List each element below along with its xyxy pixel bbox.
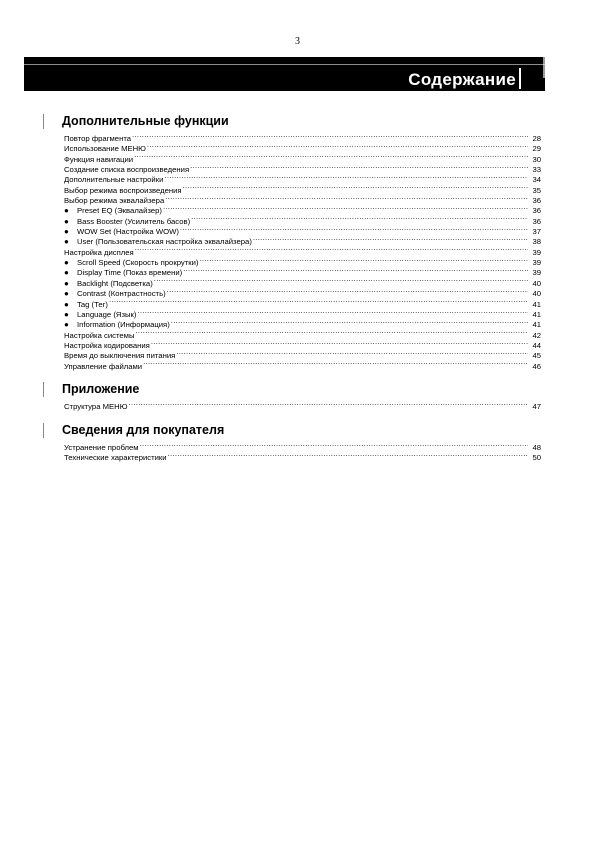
toc-entry[interactable] (64, 328, 541, 338)
bullet-icon: ● (64, 237, 69, 247)
toc-entry[interactable] (64, 172, 541, 185)
toc-entry-label: Структура МЕНЮ (64, 402, 128, 411)
toc-entry-label: Повтор фрагмента (64, 134, 132, 143)
toc-entry[interactable] (64, 440, 541, 450)
bullet-icon: ● (64, 278, 69, 288)
dot-leader (163, 203, 528, 213)
toc-entry[interactable] (64, 317, 541, 330)
section-appendix (43, 382, 541, 411)
toc-entry[interactable] (64, 203, 541, 216)
dot-leader (154, 276, 528, 286)
dot-leader (183, 265, 528, 275)
toc-entry-label: Tag (Тег) (77, 299, 108, 309)
bullet-icon: ● (64, 216, 69, 226)
toc-entry[interactable] (64, 276, 541, 286)
bullet-icon: ● (64, 258, 69, 268)
toc-entry-page: 39 (532, 268, 541, 278)
title-bar (24, 57, 545, 91)
toc-entry-page: 38 (532, 237, 541, 247)
dot-leader (165, 193, 528, 203)
toc-entry-page: 30 (532, 154, 541, 164)
dot-leader (176, 348, 528, 358)
toc-entry[interactable] (64, 255, 541, 268)
dot-leader (109, 297, 528, 307)
toc-entry-label: Scroll Speed (Скорость прокрутки) (77, 258, 199, 268)
toc-entry-label: Технические характеристики (64, 453, 167, 463)
toc-entry[interactable] (64, 234, 541, 247)
toc-entry[interactable] (64, 183, 541, 193)
toc-entry-page: 39 (532, 258, 541, 268)
toc-list (64, 399, 541, 409)
page-title: Содержание (408, 70, 516, 89)
section-marker (43, 382, 44, 397)
title-bar-rule (519, 68, 521, 89)
toc-entry-page: 28 (532, 134, 541, 143)
toc-entry-page: 46 (532, 361, 541, 371)
toc-entry-page: 41 (532, 309, 541, 319)
bullet-icon: ● (64, 227, 69, 237)
toc-entry-label: Устранение проблем (64, 443, 139, 452)
dot-leader (180, 224, 528, 234)
dot-leader (134, 152, 528, 162)
section-heading: Дополнительные функции (62, 114, 229, 128)
toc-entry-label: Время до выключения питания (64, 351, 176, 361)
toc-entry[interactable] (64, 193, 541, 206)
toc-entry-page: 40 (532, 278, 541, 288)
dot-leader (183, 183, 528, 193)
toc-entry-label: WOW Set (Настройка WOW) (77, 227, 179, 237)
dot-leader (143, 359, 528, 369)
dot-leader (164, 172, 528, 182)
toc-entry-label: Настройка системы (64, 330, 135, 340)
toc-entry-page: 40 (532, 289, 541, 299)
toc-entry-label: Display Time (Показ времени) (77, 268, 183, 278)
toc-entry-label: Backlight (Подсветка) (77, 278, 153, 288)
toc-entry-label: Language (Язык) (77, 309, 137, 319)
toc-entry-page: 47 (532, 402, 541, 411)
section-marker (43, 114, 44, 129)
toc-entry-page: 44 (532, 340, 541, 350)
toc-entry-label: User (Пользовательская настройка эквалайзера) (77, 237, 252, 247)
bullet-icon: ● (64, 206, 69, 216)
title-bar-line (24, 64, 545, 65)
toc-entry[interactable] (64, 141, 541, 154)
section-additional-functions (43, 114, 541, 371)
toc-entry[interactable] (64, 152, 541, 162)
bullet-icon: ● (64, 289, 69, 299)
toc-entry-label: Настройка кодирования (64, 340, 150, 350)
dot-leader (191, 214, 528, 224)
bullet-icon: ● (64, 309, 69, 319)
toc-entry-label: Создание списка воспроизведения (64, 165, 190, 175)
dot-leader (199, 255, 528, 265)
toc-entry[interactable] (64, 131, 541, 141)
title-bar-stub (543, 57, 545, 78)
dot-leader (147, 141, 528, 151)
toc-entry[interactable] (64, 286, 541, 299)
section-heading: Приложение (62, 382, 140, 396)
toc-entry-label: Выбор режима воспроизведения (64, 185, 182, 195)
toc-entry[interactable] (64, 265, 541, 278)
toc-entry-page: 37 (532, 227, 541, 237)
toc-entry-label: Contrast (Контрастность) (77, 289, 166, 299)
dot-leader (253, 234, 528, 244)
toc-entry[interactable] (64, 348, 541, 361)
toc-entry-label: Bass Booster (Усилитель басов) (77, 216, 191, 226)
toc-list (64, 131, 541, 369)
toc-entry-page: 41 (532, 299, 541, 309)
bullet-icon: ● (64, 268, 69, 278)
dot-leader (168, 450, 528, 460)
toc-entry-page: 42 (532, 330, 541, 340)
toc-entry[interactable] (64, 338, 541, 348)
dot-leader (190, 162, 528, 172)
toc-entry[interactable] (64, 307, 541, 317)
dot-leader (128, 399, 528, 409)
toc-entry[interactable] (64, 399, 541, 409)
bullet-icon: ● (64, 320, 69, 330)
toc-entry-page: 33 (532, 165, 541, 175)
dot-leader (151, 338, 528, 348)
toc-entry-page: 39 (532, 247, 541, 257)
toc-entry-label: Выбор режима эквалайзера (64, 196, 165, 206)
section-marker (43, 423, 44, 438)
dot-leader (140, 440, 528, 450)
toc-entry-label: Использование МЕНЮ (64, 144, 146, 154)
dot-leader (137, 307, 528, 317)
toc-entry-label: Дополнительные настройки (64, 175, 164, 185)
toc-entry-page: 48 (532, 443, 541, 452)
dot-leader (135, 245, 528, 255)
dot-leader (135, 328, 528, 338)
toc-entry[interactable] (64, 214, 541, 224)
toc-entry-page: 41 (532, 320, 541, 330)
toc-entry-label: Функция навигации (64, 154, 134, 164)
toc-entry-page: 36 (532, 206, 541, 216)
toc-entry[interactable] (64, 359, 541, 369)
toc-entry[interactable] (64, 224, 541, 237)
toc-entry-page: 36 (532, 196, 541, 206)
toc-entry-page: 34 (532, 175, 541, 185)
toc-entry[interactable] (64, 162, 541, 175)
toc-entry[interactable] (64, 450, 541, 463)
dot-leader (167, 286, 528, 296)
toc-entry-page: 29 (532, 144, 541, 154)
toc-entry-label: Preset EQ (Эквалайзер) (77, 206, 162, 216)
toc-entry-label: Information (Информация) (77, 320, 170, 330)
dot-leader (132, 131, 528, 141)
toc-list (64, 440, 541, 461)
toc-entry-page: 50 (532, 453, 541, 463)
toc-entry-label: Управление файлами (64, 361, 143, 371)
toc-entry[interactable] (64, 245, 541, 255)
bullet-icon: ● (64, 299, 69, 309)
page-number: 3 (295, 36, 300, 47)
dot-leader (171, 317, 528, 327)
section-customer-info (43, 423, 541, 463)
toc-entry-label: Настройка дисплея (64, 247, 134, 257)
toc-entry[interactable] (64, 297, 541, 307)
section-heading: Сведения для покупателя (62, 423, 225, 437)
toc-entry-page: 36 (532, 216, 541, 226)
toc-entry-page: 35 (532, 185, 541, 195)
toc-entry-page: 45 (532, 351, 541, 361)
